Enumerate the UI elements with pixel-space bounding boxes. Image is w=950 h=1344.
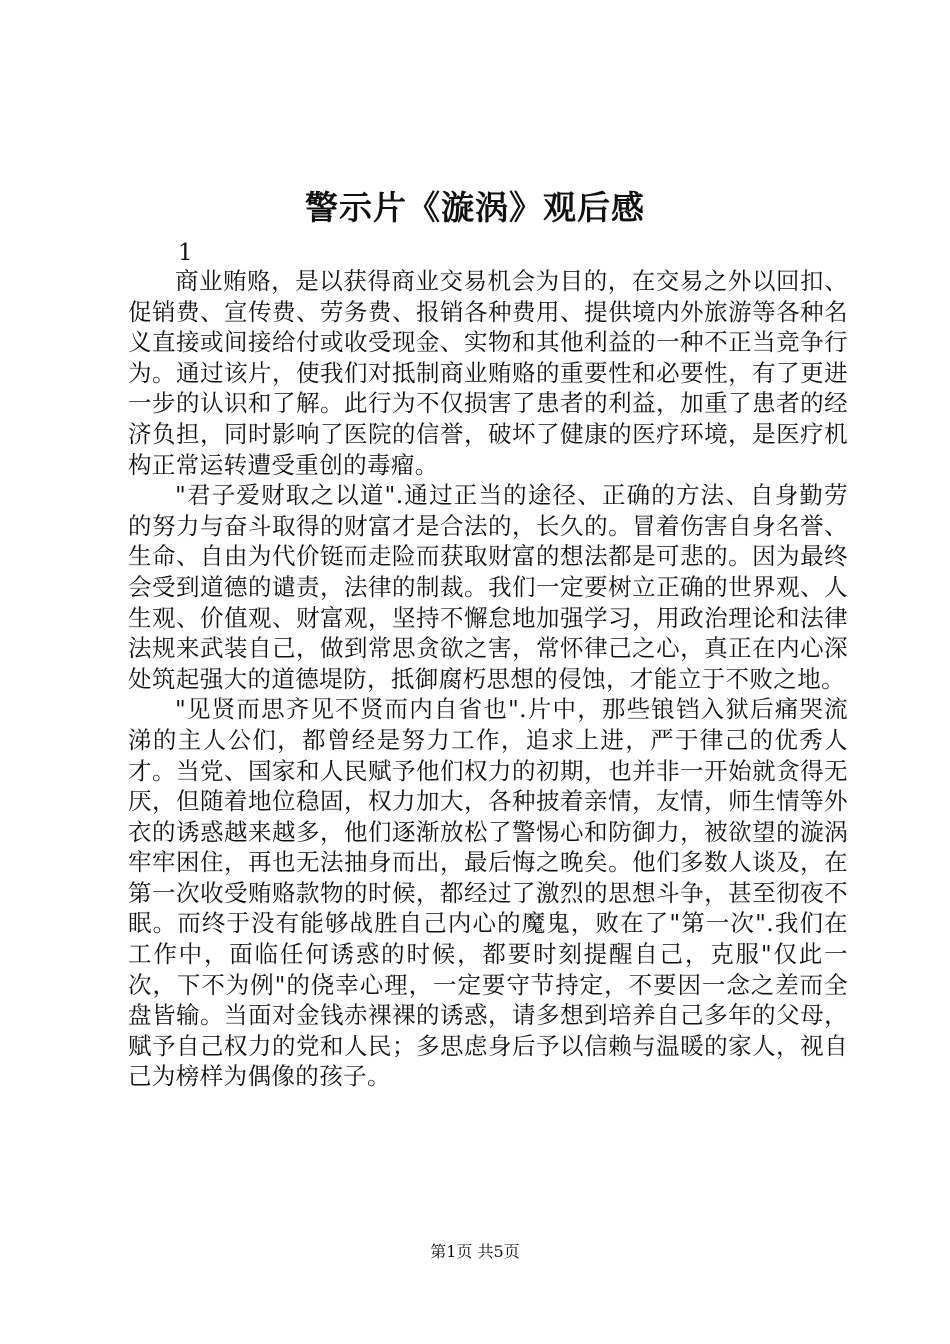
page-footer: 第1页 共5页 [430, 1242, 520, 1261]
document-body [128, 266, 848, 1092]
paragraph-1: 商业贿赂，是以获得商业交易机会为目的，在交易之外以回扣、促销费、宣传费、劳务费、报销各种费用、提供境内外旅游等各种名义直接或间接给付或收受现金、实物和其他利益的一种不正当竞争行为。通过该片，使我们对抵制商业贿赂的重要性和必要性，有了更进一步的认识和了解。此行为不仅损害了患者的利益，加重了患者的经济负担，同时影响了医院的信誉，破坏了健康的医疗环境，是医疗机构正常运转遭受重创的毒瘤。 [128, 267, 848, 479]
document-title: 警示片《漩涡》观后感 [305, 188, 645, 227]
paragraph-3: "见贤而思齐见不贤而内自省也".片中，那些锒铛入狱后痛哭流涕的主人公们，都曾经是努力工作，追求上进，严于律己的优秀人才。当党、国家和人民赋予他们权力的初期，也并非一开始就贪得无厌，但随着地位稳固，权力加大，各种披着亲情，友情，师生情等外衣的诱惑越来越多，他们逐渐放松了警惕心和防御力，被欲望的漩涡牢牢困住，再也无法抽身而出，最后悔之晚矣。他们多数人谈及，在第一次收受贿赂款物的时候，都经过了激烈的思想斗争，甚至彻夜不眠。而终于没有能够战胜自己内心的魔鬼，败在了"第一次".我们在工作中，面临任何诱惑的时候，都要时刻提醒自己，克服"仅此一次，下不为例"的侥幸心理，一定要守节持定，不要因一念之差而全盘皆输。当面对金钱赤裸裸的诱惑，请多想到培养自己多年的父母，赋予自己权力的党和人民；多思虑身后予以信赖与温暖的家人，视自己为榜样为偶像的孩子。 [128, 695, 848, 1091]
section-number: 1 [178, 240, 193, 266]
paragraph-2: "君子爱财取之以道".通过正当的途径、正确的方法、自身勤劳的努力与奋斗取得的财富才是合法的，长久的。冒着伤害自身名誉、生命、自由为代价铤而走险而获取财富的想法都是可悲的。因为最终会受到道德的谴责，法律的制裁。我们一定要树立正确的世界观、人生观、价值观、财富观，坚持不懈怠地加强学习，用政治理论和法律法规来武装自己，做到常思贪欲之害，常怀律己之心，真正在内心深处筑起强大的道德堤防，抵御腐朽思想的侵蚀，才能立于不败之地。 [128, 481, 848, 693]
